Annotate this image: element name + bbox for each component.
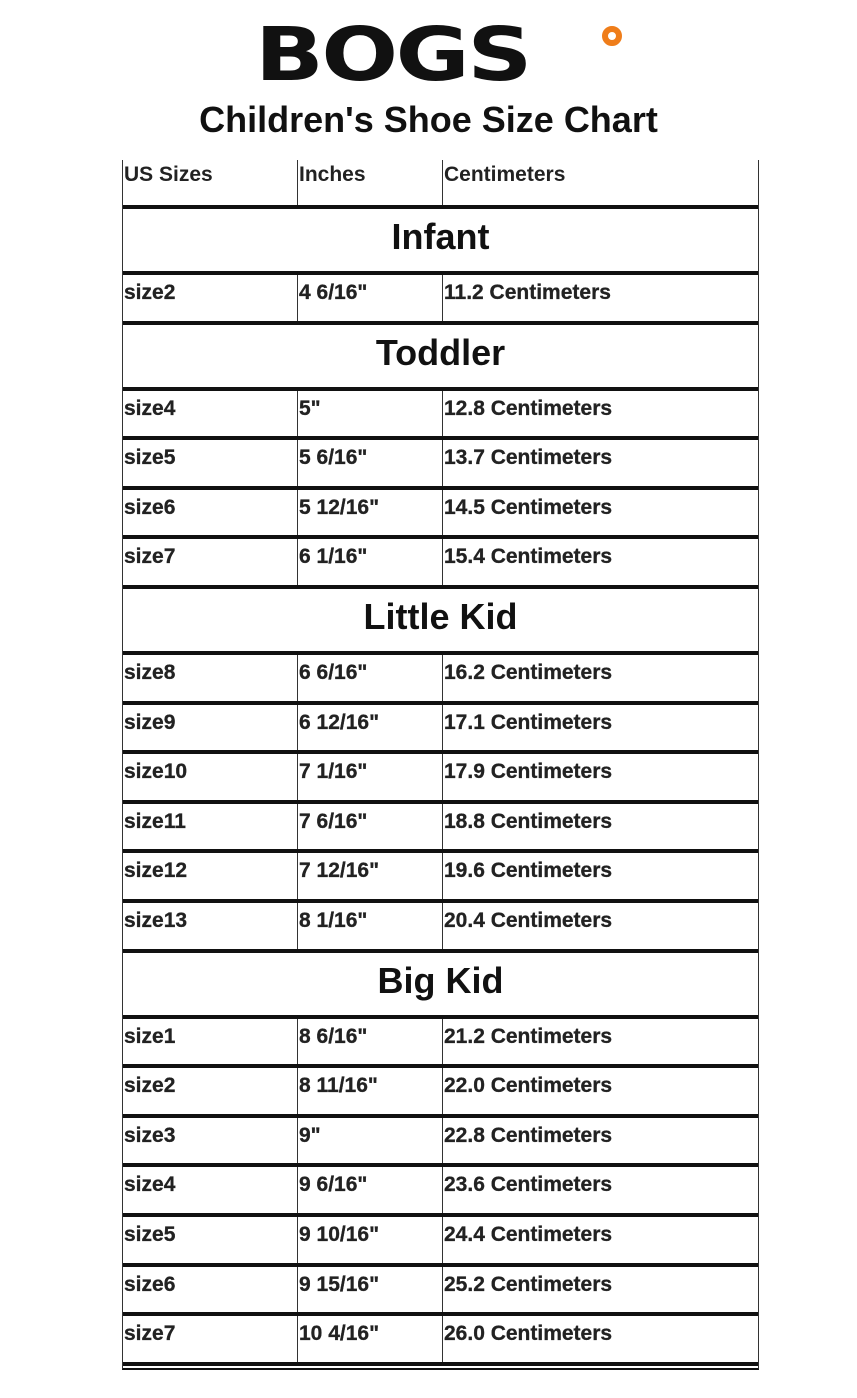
us-size-cell-text: size1 <box>124 1024 176 1048</box>
us-size-cell-text: size2 <box>124 1074 176 1098</box>
centimeters-cell-text: 14.5 Centimeters <box>444 495 613 519</box>
centimeters-cell <box>443 903 758 949</box>
us-size-cell <box>123 1167 298 1213</box>
centimeters-cell-text: 12.8 Centimeters <box>444 396 613 420</box>
centimeters-cell <box>443 655 758 701</box>
us-size-cell <box>123 440 298 486</box>
centimeters-cell-text: 21.2 Centimeters <box>444 1024 613 1048</box>
table-row <box>123 539 758 589</box>
us-size-cell-text: size9 <box>124 710 176 734</box>
us-size-cell-text: size4 <box>124 396 176 420</box>
inches-cell <box>298 1267 443 1313</box>
centimeters-cell <box>443 705 758 751</box>
centimeters-cell <box>443 1167 758 1213</box>
inches-cell <box>298 490 443 536</box>
centimeters-cell <box>443 853 758 899</box>
centimeters-cell-text: 15.4 Centimeters <box>444 545 613 569</box>
us-size-cell <box>123 1217 298 1263</box>
us-size-cell <box>123 539 298 585</box>
inches-cell <box>298 1068 443 1114</box>
centimeters-cell-text: 17.1 Centimeters <box>444 710 613 734</box>
us-size-cell <box>123 391 298 437</box>
centimeters-cell <box>443 1118 758 1164</box>
table-header-row <box>123 160 758 209</box>
table-row <box>123 1217 758 1267</box>
us-size-cell <box>123 754 298 800</box>
centimeters-cell-text: 11.2 Centimeters <box>444 281 611 304</box>
inches-cell <box>298 853 443 899</box>
table-row <box>123 1019 758 1069</box>
table-row <box>123 490 758 540</box>
logo-wordmark: BOGS <box>255 12 530 98</box>
us-size-cell <box>123 275 298 321</box>
inches-cell-text: 8 11/16" <box>299 1074 378 1098</box>
bogs-logo <box>255 12 645 98</box>
inches-cell <box>298 391 443 437</box>
us-size-cell-text: size6 <box>124 495 176 519</box>
inches-cell <box>298 754 443 800</box>
inches-cell-text: 5 6/16" <box>299 446 368 470</box>
section-header-row <box>123 209 758 275</box>
table-row <box>123 804 758 854</box>
inches-cell <box>298 655 443 701</box>
us-size-cell-text: size3 <box>124 1123 176 1147</box>
us-size-cell-text: size8 <box>124 660 176 684</box>
inches-cell <box>298 440 443 486</box>
centimeters-cell <box>443 1217 758 1263</box>
table-row <box>123 1167 758 1217</box>
section-label: Infant <box>391 216 490 257</box>
centimeters-cell <box>443 275 758 321</box>
table-row <box>123 853 758 903</box>
us-size-cell-text: size4 <box>124 1173 176 1197</box>
centimeters-cell <box>443 1068 758 1114</box>
centimeters-cell <box>443 391 758 437</box>
inches-cell <box>298 705 443 751</box>
inches-cell-text: 9 10/16" <box>299 1222 380 1246</box>
centimeters-cell <box>443 490 758 536</box>
us-size-cell-text: size7 <box>124 1322 176 1346</box>
inches-cell-text: 9 6/16" <box>299 1173 368 1197</box>
table-row <box>123 903 758 953</box>
centimeters-cell-text: 13.7 Centimeters <box>444 446 613 470</box>
table-row <box>123 1267 758 1317</box>
centimeters-cell-text: 26.0 Centimeters <box>444 1322 613 1346</box>
centimeters-cell-text: 24.4 Centimeters <box>444 1222 613 1246</box>
us-size-cell-text: size5 <box>124 446 176 470</box>
section-label: Toddler <box>375 331 506 373</box>
us-size-cell-text: size7 <box>124 545 176 569</box>
table-row <box>123 440 758 490</box>
inches-cell-text: 8 1/16" <box>299 908 368 932</box>
us-size-cell <box>123 1118 298 1164</box>
section-label: Little Kid <box>363 595 518 637</box>
centimeters-cell <box>443 1019 758 1065</box>
column-header-us-sizes: US Sizes <box>123 160 298 205</box>
inches-cell-text: 8 6/16" <box>299 1024 368 1048</box>
centimeters-cell-text: 22.8 Centimeters <box>444 1123 613 1147</box>
us-size-cell <box>123 1019 298 1065</box>
centimeters-cell <box>443 754 758 800</box>
inches-cell <box>298 539 443 585</box>
us-size-cell <box>123 1068 298 1114</box>
section-header-row <box>123 953 758 1019</box>
table-row <box>123 1316 758 1366</box>
us-size-cell <box>123 1267 298 1313</box>
inches-cell <box>298 1217 443 1263</box>
centimeters-cell-text: 16.2 Centimeters <box>444 660 613 684</box>
inches-cell-text: 9 15/16" <box>299 1272 380 1296</box>
us-size-cell <box>123 804 298 850</box>
inches-cell <box>298 1167 443 1213</box>
centimeters-cell-text: 22.0 Centimeters <box>444 1074 613 1098</box>
inches-cell <box>298 1316 443 1362</box>
centimeters-cell-text: 25.2 Centimeters <box>444 1272 613 1296</box>
inches-cell <box>298 903 443 949</box>
us-size-cell-text: size13 <box>124 908 188 932</box>
centimeters-cell-text: 17.9 Centimeters <box>444 760 613 784</box>
section-header-row <box>123 589 758 655</box>
inches-cell-text: 10 4/16" <box>299 1322 380 1346</box>
inches-cell <box>298 804 443 850</box>
us-size-cell-text: size11 <box>124 809 186 833</box>
centimeters-cell <box>443 440 758 486</box>
table-row <box>123 705 758 755</box>
section-header-row <box>123 325 758 391</box>
inches-cell-text: 9" <box>299 1123 321 1147</box>
centimeters-cell-text: 18.8 Centimeters <box>444 809 613 833</box>
logo-ring-icon <box>602 26 622 46</box>
us-size-cell-text: size12 <box>124 859 188 883</box>
page-title: Children's Shoe Size Chart <box>199 99 658 140</box>
centimeters-cell-text: 20.4 Centimeters <box>444 908 613 932</box>
us-size-cell-text: size2 <box>124 281 176 304</box>
us-size-cell-text: size5 <box>124 1222 176 1246</box>
centimeters-cell-text: 19.6 Centimeters <box>444 859 613 883</box>
inches-cell <box>298 275 443 321</box>
us-size-cell <box>123 903 298 949</box>
section-label: Big Kid <box>377 959 504 1001</box>
inches-cell-text: 6 6/16" <box>299 660 368 684</box>
centimeters-cell <box>443 539 758 585</box>
centimeters-cell-text: 23.6 Centimeters <box>444 1173 613 1197</box>
inches-cell <box>298 1019 443 1065</box>
inches-cell-text: 7 1/16" <box>299 760 368 784</box>
us-size-cell <box>123 1316 298 1362</box>
table-row <box>123 754 758 804</box>
us-size-cell <box>123 853 298 899</box>
size-chart-table <box>122 160 759 1370</box>
inches-cell <box>298 1118 443 1164</box>
table-row <box>123 275 758 325</box>
centimeters-cell <box>443 1316 758 1362</box>
table-row <box>123 655 758 705</box>
inches-cell-text: 4 6/16" <box>299 281 368 304</box>
table-row <box>123 391 758 441</box>
inches-cell-text: 6 12/16" <box>299 710 380 734</box>
inches-cell-text: 5" <box>299 396 321 420</box>
column-header-inches: Inches <box>298 160 443 205</box>
inches-cell-text: 6 1/16" <box>299 545 368 569</box>
column-header-centimeters: Centimeters <box>444 163 566 186</box>
us-size-cell-text: size10 <box>124 760 188 784</box>
inches-cell-text: 7 12/16" <box>299 859 380 883</box>
centimeters-cell <box>443 1267 758 1313</box>
table-row <box>123 1068 758 1118</box>
centimeters-cell <box>443 804 758 850</box>
us-size-cell <box>123 705 298 751</box>
us-size-cell <box>123 655 298 701</box>
us-size-cell-text: size6 <box>124 1272 176 1296</box>
inches-cell-text: 5 12/16" <box>299 495 380 519</box>
inches-cell-text: 7 6/16" <box>299 809 368 833</box>
us-size-cell <box>123 490 298 536</box>
table-row <box>123 1118 758 1168</box>
